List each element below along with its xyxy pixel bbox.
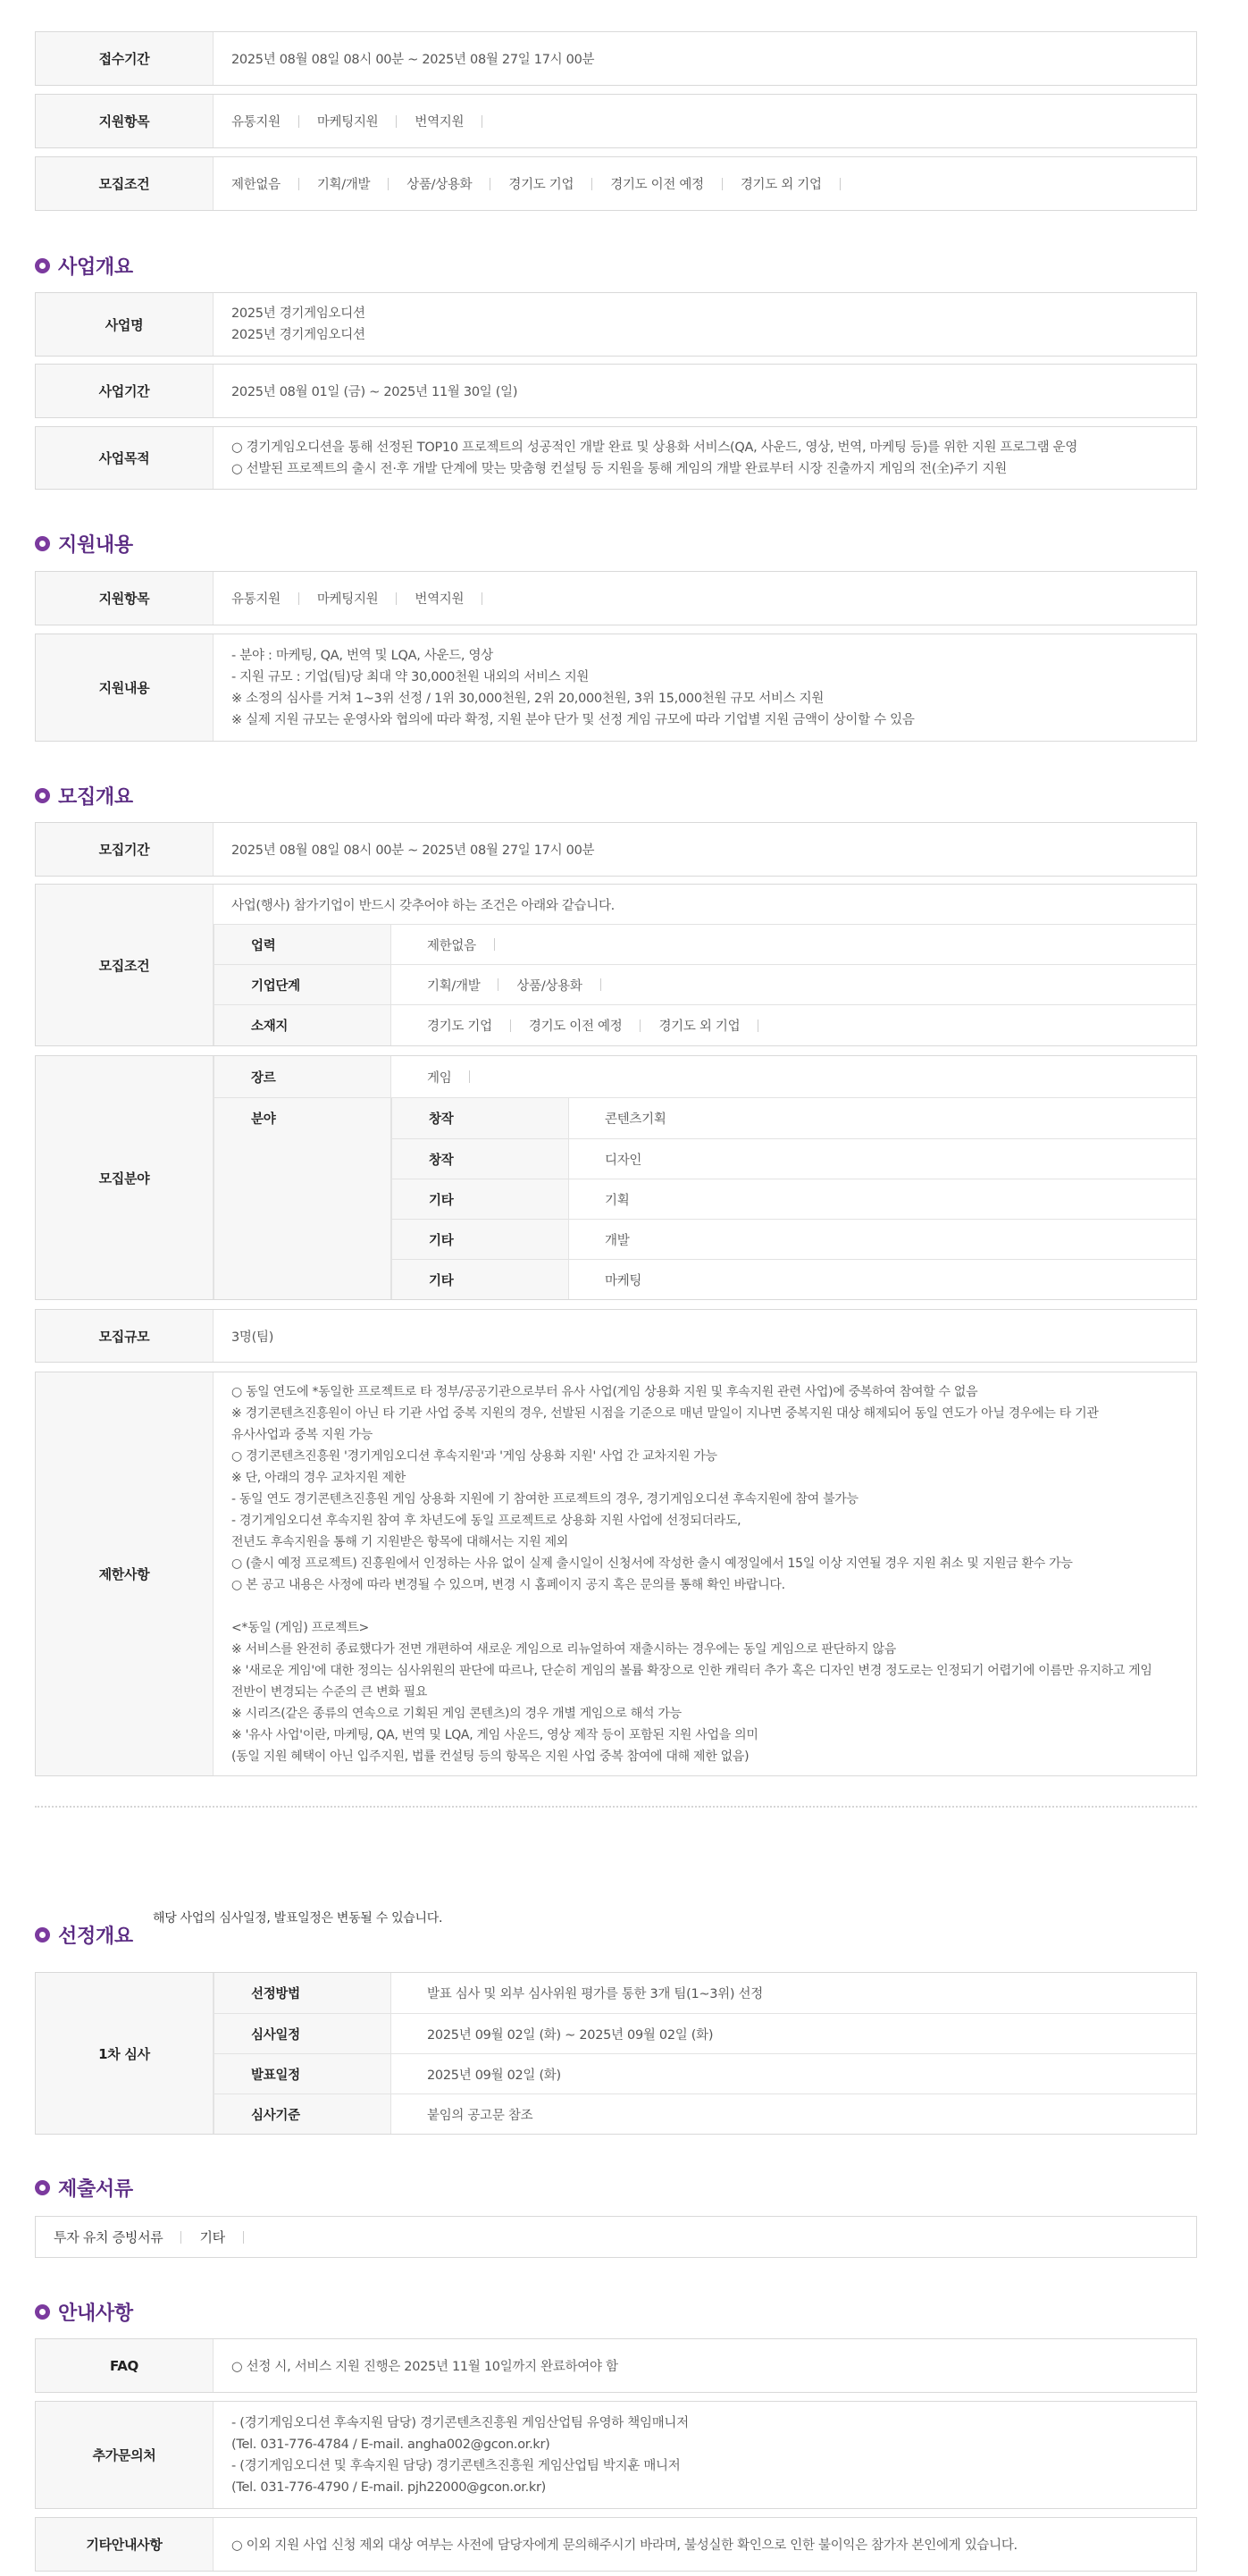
document-item: 기타 [199, 2228, 261, 2246]
summary-condition-table [35, 156, 1197, 211]
selection-stage-label: 1차 심사 [36, 1973, 214, 2134]
selection-row-value: 2025년 09월 02일 (화) ~ 2025년 09월 02일 (화) [427, 2027, 714, 2043]
condition-intro: 사업(행사) 참가기업이 반드시 갖추어야 하는 조건은 아래와 같습니다. [231, 898, 615, 913]
selection-row-value: 발표 심사 및 외부 심사위원 평가를 통한 3개 팀(1~3위) 선정 [427, 1987, 763, 2001]
section-bullet-icon [35, 2180, 50, 2195]
condition-sub-tag: 기획/개발 [427, 976, 516, 994]
condition-sub-tag: 경기도 기업 [427, 1016, 529, 1035]
condition-tag: 제한없음 [231, 174, 317, 193]
area-label: 분야 [214, 1098, 391, 1299]
limit-line: ○ 경기콘텐츠진흥원 '경기게임오디션 후속지원'과 '게임 상용화 지원' 사업 간 교차지원 가능 [231, 1448, 717, 1464]
business-period-value: 2025년 08월 01일 (금) ~ 2025년 11월 30일 (일) [231, 385, 518, 399]
contact-label: 추가문의처 [36, 2402, 214, 2508]
area-category: 창작 [391, 1098, 569, 1138]
limit-line: ※ 단, 아래의 경우 교차지원 제한 [231, 1470, 406, 1485]
area-value: 마케팅 [605, 1273, 642, 1288]
limit-line: 전반이 변경되는 수준의 큰 변화 필요 [231, 1684, 428, 1699]
condition-sub-tag: 경기도 외 기업 [658, 1016, 776, 1035]
selection-row-label: 심사일정 [214, 2014, 391, 2053]
area-category: 기타 [391, 1260, 569, 1299]
section-title-text: 지원내용 [58, 534, 133, 557]
recruit-condition-table [35, 884, 1197, 1046]
business-name-label: 사업명 [36, 293, 214, 356]
condition-tag: 기획/개발 [317, 174, 406, 193]
section-title-selection [35, 1921, 133, 1949]
area-category: 기타 [391, 1220, 569, 1259]
faq-label: FAQ [36, 2339, 214, 2392]
support-content-line: - 지원 규모 : 기업(팀)당 최대 약 30,000천원 내외의 서비스 지원 [231, 669, 590, 684]
support-content-label: 지원내용 [36, 634, 214, 741]
condition-sub-tag: 제한없음 [427, 936, 513, 954]
limit-line: ○ 본 공고 내용은 사정에 따라 변경될 수 있으며, 변경 시 홈페이지 공지 혹은 문의를 통해 확인 바랍니다. [231, 1577, 785, 1592]
condition-sub-tags [427, 936, 513, 954]
section-title-support [35, 530, 133, 558]
section-title-text: 선정개요 [58, 1926, 133, 1948]
business-period-label: 사업기간 [36, 365, 214, 417]
limit-line: ※ '새로운 게임'에 대한 정의는 심사위원의 판단에 따르나, 단순히 게임의 볼륨 확장으로 인한 캐릭터 추가 혹은 디자인 변경 정도로는 인정되기 어렵기에 이름만 유지하고 게임 [231, 1663, 1152, 1678]
support-item-tag: 번역지원 [415, 589, 500, 608]
limit-line: ○ (출시 예정 프로젝트) 진흥원에서 인정하는 사유 없이 실제 출시일이 신청서에 작성한 출시 예정일에서 15일 이상 지연될 경우 지원 취소 및 지원금 환수 가능 [231, 1556, 1073, 1571]
area-value: 기획 [605, 1193, 630, 1208]
section-title-business [35, 252, 133, 280]
limit-line: ○ 동일 연도에 *동일한 프로젝트로 타 정부/공공기관으로부터 유사 사업(게임 상용화 지원 및 후속지원 관련 사업)에 중복하여 참여할 수 없음 [231, 1384, 978, 1399]
other-value: ○ 이외 지원 사업 신청 제외 대상 여부는 사전에 담당자에게 문의해주시기 바라며, 불성실한 확인으로 인한 불이익은 참가자 본인에게 있습니다. [231, 2538, 1018, 2553]
selection-row-label: 심사기준 [214, 2094, 391, 2134]
condition-sub-label: 소재지 [214, 1005, 391, 1045]
limit-line: (동일 지원 혜택이 아닌 입주지원, 법률 컨설팅 등의 항목은 지원 사업 중복 참여에 대해 제한 없음) [231, 1749, 750, 1764]
area-value: 콘텐츠기획 [605, 1112, 666, 1127]
limit-line: ※ 시리즈(같은 종류의 연속으로 기획된 게임 콘텐츠)의 경우 개별 게임으로 해석 가능 [231, 1706, 682, 1721]
guide-contact-table [35, 2401, 1197, 2509]
section-title-text: 제출서류 [58, 2178, 133, 2201]
condition-tag: 상품/상용화 [406, 174, 508, 193]
genre-label: 장르 [214, 1056, 391, 1097]
condition-sub-label: 업력 [214, 925, 391, 964]
business-purpose-label: 사업목적 [36, 427, 214, 489]
support-item-tag: 유통지원 [231, 589, 317, 608]
support-items-tag-list [231, 589, 500, 608]
business-name-line: 2025년 경기게임오디션 [231, 328, 365, 342]
limit-line: ※ 경기콘텐츠진흥원이 아닌 타 기관 사업 중복 지원의 경우, 선발된 시점을 기준으로 매년 말일이 지나면 중복지원 대상 해제되어 동일 연도가 아닐 경우에는 타 기관 [231, 1405, 1099, 1421]
business-name-table [35, 292, 1197, 357]
section-divider [35, 1806, 1197, 1808]
section-title-text: 사업개요 [58, 256, 133, 279]
support-content-line: ※ 실제 지원 규모는 운영사와 협의에 따라 확정, 지원 분야 단가 및 선정 게임 규모에 따라 기업별 지원 금액이 상이할 수 있음 [231, 712, 915, 727]
selection-table [35, 1972, 1197, 2135]
section-bullet-icon [35, 788, 50, 803]
guide-other-table [35, 2517, 1197, 2572]
condition-tag: 경기도 이전 예정 [610, 174, 741, 193]
selection-row-label: 발표일정 [214, 2054, 391, 2094]
condition-label: 모집조건 [36, 157, 214, 210]
selection-row-value: 2025년 09월 02일 (화) [427, 2068, 561, 2083]
period-label: 접수기간 [36, 32, 214, 85]
support-label: 지원항목 [36, 95, 214, 147]
support-tag: 번역지원 [415, 112, 500, 130]
genre-tag: 게임 [427, 1068, 488, 1087]
section-bullet-icon [35, 258, 50, 273]
recruit-period-table [35, 822, 1197, 877]
condition-tag: 경기도 기업 [508, 174, 610, 193]
condition-sub-tag: 경기도 이전 예정 [529, 1016, 659, 1035]
business-name-line: 2025년 경기게임오디션 [231, 306, 365, 321]
recruit-field-table [35, 1055, 1197, 1300]
business-period-table [35, 364, 1197, 418]
support-tag-list [231, 112, 500, 130]
business-purpose-table [35, 426, 1197, 490]
recruit-limit-label: 제한사항 [36, 1372, 214, 1775]
selection-row-value: 붙임의 공고문 참조 [427, 2108, 533, 2123]
section-title-guide [35, 2298, 133, 2326]
recruit-field-label: 모집분야 [36, 1056, 214, 1299]
genre-tags [427, 1068, 488, 1087]
contact-line: (Tel. 031-776-4790 / E-mail. pjh22000@gcon.or.kr) [231, 2480, 547, 2495]
contact-line: - (경기게임오디션 후속지원 담당) 경기콘텐츠진흥원 게임산업팀 유영하 책임매니저 [231, 2415, 689, 2430]
support-tag: 유통지원 [231, 112, 317, 130]
area-category: 기타 [391, 1179, 569, 1219]
period-value: 2025년 08월 08일 08시 00분 ~ 2025년 08월 27일 17시 00분 [231, 53, 595, 67]
business-purpose-line: ○ 선발된 프로젝트의 출시 전·후 개발 단계에 맞는 맞춤형 컨설팅 등 지원을 통해 게임의 개발 완료부터 시장 진출까지 게임의 전(全)주기 지원 [231, 461, 1007, 476]
recruit-scale-label: 모집규모 [36, 1310, 214, 1362]
recruit-limit-table [35, 1372, 1197, 1776]
document-item: 투자 유치 증빙서류 [54, 2228, 199, 2246]
section-bullet-icon [35, 536, 50, 551]
support-item-tag: 마케팅지원 [317, 589, 415, 608]
section-bullet-icon [35, 1927, 50, 1942]
selection-row-label: 선정방법 [214, 1973, 391, 2013]
section-bullet-icon [35, 2304, 50, 2320]
area-value: 디자인 [605, 1153, 642, 1168]
document-list [54, 2228, 262, 2246]
support-items-label: 지원항목 [36, 572, 214, 625]
faq-value: ○ 선정 시, 서비스 지원 진행은 2025년 11월 10일까지 완료하여야 함 [231, 2360, 618, 2374]
summary-support-table [35, 94, 1197, 148]
summary-period-table [35, 31, 1197, 86]
contact-line: (Tel. 031-776-4784 / E-mail. angha002@gcon.or.kr) [231, 2437, 550, 2452]
condition-sub-tag: 상품/상용화 [516, 976, 618, 994]
limit-line: ※ '유사 사업'이란, 마케팅, QA, 번역 및 LQA, 게임 사운드, 영상 제작 등이 포함된 지원 사업을 의미 [231, 1727, 758, 1742]
documents-box [35, 2216, 1197, 2258]
limit-line: - 동일 연도 경기콘텐츠진흥원 게임 상용화 지원에 기 참여한 프로젝트의 경우, 경기게임오디션 후속지원에 참여 불가능 [231, 1491, 859, 1506]
recruit-period-value: 2025년 08월 08일 08시 00분 ~ 2025년 08월 27일 17시 00분 [231, 843, 595, 858]
recruit-period-label: 모집기간 [36, 823, 214, 876]
condition-tag: 경기도 외 기업 [741, 174, 859, 193]
contact-line: - (경기게임오디션 및 후속지원 담당) 경기콘텐츠진흥원 게임산업팀 박지훈 매니저 [231, 2458, 681, 2473]
recruit-scale-table [35, 1309, 1197, 1363]
section-title-documents [35, 2174, 133, 2202]
support-tag: 마케팅지원 [317, 112, 415, 130]
selection-note: 해당 사업의 심사일정, 발표일정은 변동될 수 있습니다. [153, 1911, 443, 1926]
area-value: 개발 [605, 1233, 630, 1248]
condition-tag-list [231, 174, 859, 193]
business-purpose-line: ○ 경기게임오디션을 통해 선정된 TOP10 프로젝트의 성공적인 개발 완료 및 상용화 서비스(QA, 사운드, 영상, 번역, 마케팅 등)를 위한 지원 프로그램 운영 [231, 440, 1078, 455]
limit-line: 전년도 후속지원을 통해 기 지원받은 항목에 대해서는 지원 제외 [231, 1534, 569, 1549]
support-content-line: ※ 소정의 심사를 거쳐 1~3위 선정 / 1위 30,000천원, 2위 20,000천원, 3위 15,000천원 규모 서비스 지원 [231, 691, 825, 706]
guide-faq-table [35, 2338, 1197, 2393]
condition-sub-tags [427, 1016, 776, 1035]
limit-line: ※ 서비스를 완전히 종료했다가 전면 개편하여 새로운 게임으로 리뉴얼하여 재출시하는 경우에는 동일 게임으로 판단하지 않음 [231, 1641, 896, 1657]
support-content-line: - 분야 : 마케팅, QA, 번역 및 LQA, 사운드, 영상 [231, 648, 493, 663]
section-title-text: 안내사항 [58, 2303, 133, 2325]
other-label: 기타안내사항 [36, 2518, 214, 2571]
support-items-table [35, 571, 1197, 625]
limit-line: 유사사업과 중복 지원 가능 [231, 1427, 373, 1442]
section-title-text: 모집개요 [58, 786, 133, 809]
limit-line: <*동일 (게임) 프로젝트> [231, 1620, 369, 1635]
recruit-condition-label: 모집조건 [36, 885, 214, 1045]
condition-sub-label: 기업단계 [214, 965, 391, 1004]
limit-line: - 경기게임오디션 후속지원 참여 후 차년도에 동일 프로젝트로 상용화 지원 사업에 선정되더라도, [231, 1513, 741, 1528]
section-title-recruit [35, 782, 133, 810]
condition-sub-tags [427, 976, 619, 994]
recruit-scale-value: 3명(팀) [231, 1330, 274, 1345]
area-category: 창작 [391, 1139, 569, 1179]
support-content-table [35, 634, 1197, 742]
